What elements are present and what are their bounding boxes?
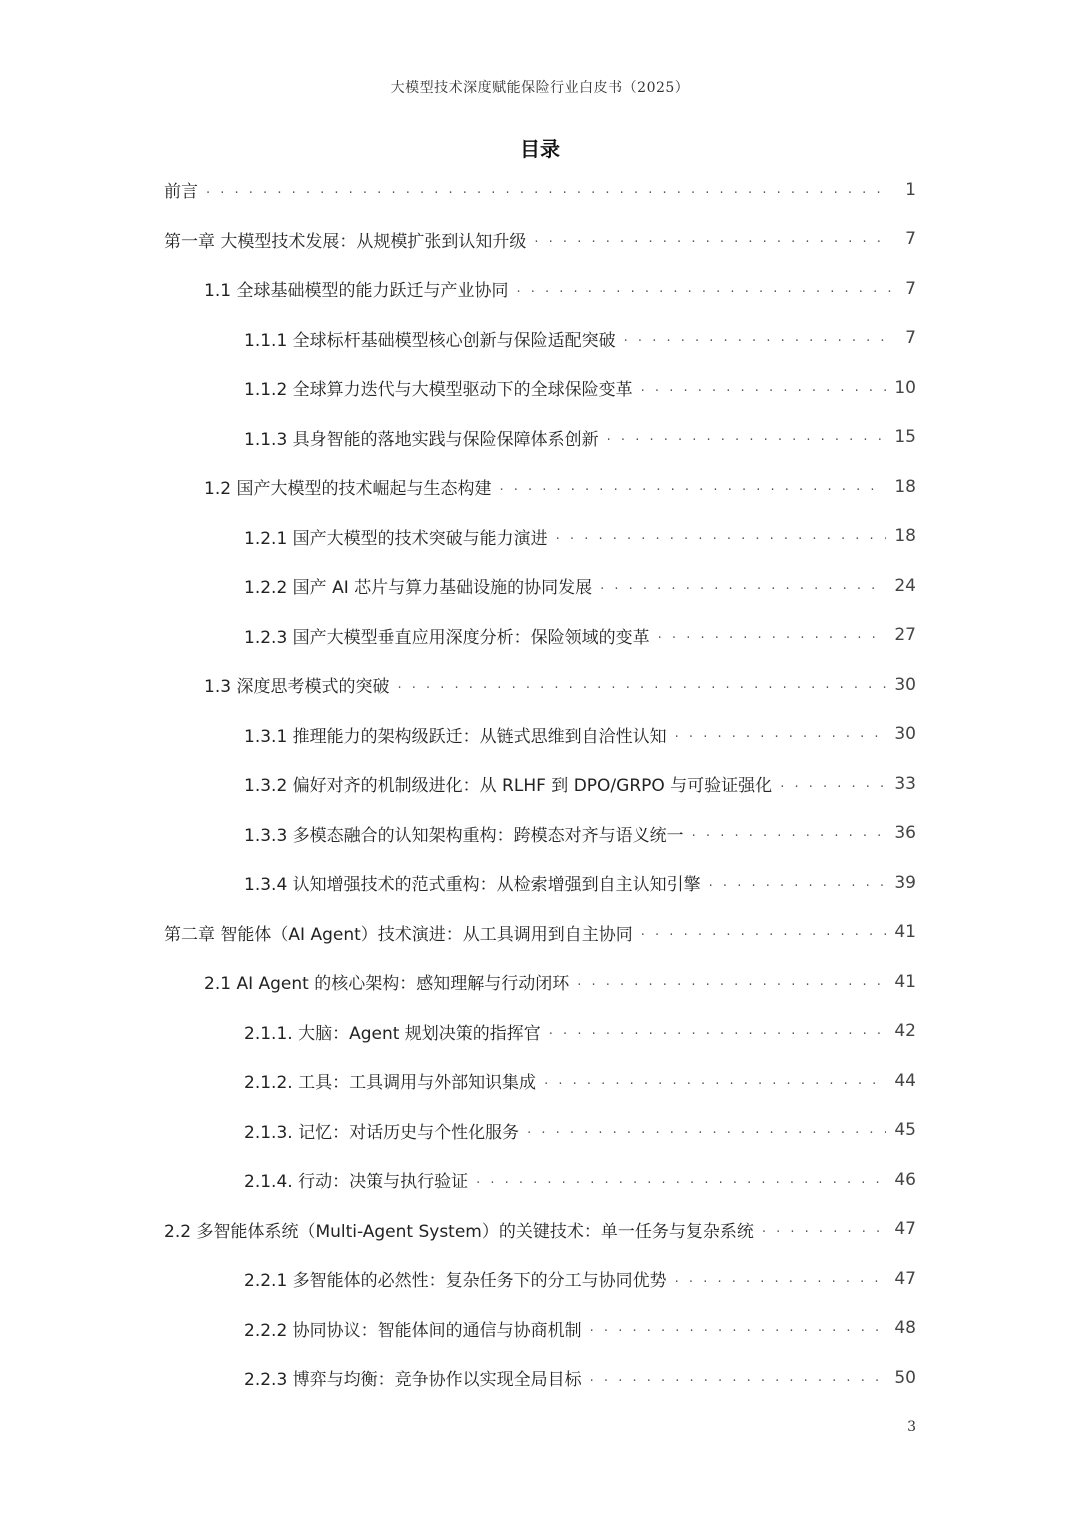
toc-entry-page-number: 7 (905, 229, 916, 249)
toc-entry-page-number: 41 (894, 922, 916, 942)
toc-entry-row (244, 423, 916, 451)
toc-entry-row (244, 720, 916, 748)
toc-entry-label: 1.3 深度思考模式的突破 (204, 677, 390, 697)
toc-entry-row (244, 869, 916, 897)
toc-entry-page-number: 39 (894, 872, 916, 893)
toc-entry[interactable] (0, 946, 1080, 996)
toc-dot-leader (709, 869, 887, 897)
toc-entry-page-number: 30 (894, 724, 916, 744)
toc-entry-page-number: 46 (894, 1169, 916, 1190)
toc-dot-leader (534, 225, 892, 253)
toc-entry-label: 2.2.2 协同协议：智能体间的通信与协商机制 (244, 1320, 582, 1341)
toc-entry-row (204, 968, 916, 996)
toc-entry[interactable] (0, 352, 1080, 402)
toc-dot-leader (590, 1314, 887, 1342)
toc-entry-row (244, 1166, 916, 1194)
toc-entry[interactable] (0, 1342, 1080, 1392)
toc-entry-label: 2.2.3 博弈与均衡：竞争协作以实现全局目标 (244, 1370, 582, 1390)
toc-dot-leader (544, 1067, 886, 1095)
toc-entry[interactable] (0, 1293, 1080, 1343)
toc-dot-leader (549, 1017, 887, 1045)
toc-entry[interactable] (0, 550, 1080, 600)
toc-entry[interactable] (0, 501, 1080, 551)
toc-entry-label: 1.3.2 偏好对齐的机制级进化：从 RLHF 到 DPO/GRPO 与可验证强化 (244, 776, 773, 796)
toc-dot-leader (516, 275, 892, 303)
toc-entry-row (244, 1265, 916, 1293)
toc-dot-leader (590, 1364, 887, 1392)
running-header: 大模型技术深度赋能保险行业白皮书（2025） (390, 80, 690, 96)
toc-entry-label: 2.1.2. 工具：工具调用与外部知识集成 (244, 1073, 537, 1093)
toc-dot-leader (641, 374, 887, 402)
toc-entry[interactable] (0, 253, 1080, 303)
toc-entry-label: 2.1.1. 大脑：Agent 规划决策的指挥官 (244, 1023, 541, 1044)
toc-entry[interactable] (0, 1045, 1080, 1095)
toc-entry[interactable] (0, 748, 1080, 798)
toc-entry-label: 2.1.3. 记忆：对话历史与个性化服务 (244, 1122, 520, 1143)
toc-entry-label: 1.2.3 国产大模型垂直应用深度分析：保险领域的变革 (244, 627, 650, 648)
toc-entry[interactable] (0, 847, 1080, 897)
toc-entry-page-number: 27 (894, 625, 916, 645)
toc-entry[interactable] (0, 897, 1080, 947)
toc-entry-row (244, 1364, 916, 1392)
toc-entry-page-number: 44 (894, 1070, 916, 1091)
toc-entry-label: 1.3.3 多模态融合的认知架构重构：跨模态对齐与语义统一 (244, 825, 684, 846)
toc-entry-row (244, 1116, 916, 1144)
toc-entry-page-number: 18 (894, 526, 916, 546)
toc-entry-row (204, 275, 916, 303)
toc-entry-row (244, 1017, 916, 1045)
toc-entry-label: 第二章 智能体（AI Agent）技术演进：从工具调用到自主协同 (164, 924, 633, 945)
toc-entry-label: 2.1 AI Agent 的核心架构：感知理解与行动闭环 (204, 974, 570, 994)
toc-dot-leader (780, 770, 886, 798)
toc-entry-page-number: 24 (894, 575, 916, 596)
toc-entry-label: 1.1 全球基础模型的能力跃迁与产业协同 (204, 281, 509, 301)
toc-entry-page-number: 33 (894, 773, 916, 794)
toc-entry-label: 1.2.1 国产大模型的技术突破与能力演进 (244, 528, 548, 549)
toc-entry-page-number: 48 (894, 1318, 916, 1338)
toc-dot-leader (600, 572, 886, 600)
toc-entry-label: 2.2 多智能体系统（Multi-Agent System）的关键技术：单一任务与复杂系统 (164, 1221, 754, 1242)
toc-entry-row (244, 324, 916, 352)
toc-entry-label: 1.3.4 认知增强技术的范式重构：从检索增强到自主认知引擎 (244, 875, 701, 895)
toc-entry[interactable] (0, 1144, 1080, 1194)
toc-entry[interactable] (0, 303, 1080, 353)
toc-entry-page-number: 50 (894, 1367, 916, 1388)
toc-entry[interactable] (0, 699, 1080, 749)
toc-entry[interactable] (0, 1194, 1080, 1244)
toc-entry-page-number: 41 (894, 971, 916, 992)
toc-title: 目录 (520, 137, 560, 161)
toc-entry-label: 1.1.3 具身智能的落地实践与保险保障体系创新 (244, 429, 599, 450)
toc-entry-row (244, 522, 916, 550)
toc-entry-label: 1.1.1 全球标杆基础模型核心创新与保险适配突破 (244, 330, 616, 351)
toc-entry[interactable] (0, 204, 1080, 254)
toc-entry[interactable] (0, 1095, 1080, 1145)
toc-dot-leader (206, 176, 892, 204)
toc-dot-leader (499, 473, 886, 501)
toc-entry-row (244, 621, 916, 649)
toc-dot-leader (397, 671, 886, 699)
toc-dot-leader (675, 1265, 887, 1293)
toc-entry-row (204, 671, 916, 699)
toc-entry[interactable] (0, 798, 1080, 848)
toc-entry-page-number: 10 (894, 377, 916, 398)
page-number: 3 (907, 1419, 916, 1435)
toc-entry[interactable] (0, 600, 1080, 650)
toc-entry-page-number: 7 (905, 328, 916, 348)
toc-dot-leader (762, 1215, 886, 1243)
toc-entry-page-number: 45 (894, 1120, 916, 1140)
toc-entry-row (164, 225, 916, 253)
toc-entry-page-number: 18 (894, 476, 916, 497)
toc-entry[interactable] (0, 402, 1080, 452)
toc-dot-leader (624, 324, 892, 352)
toc-entry-label: 第一章 大模型技术发展：从规模扩张到认知升级 (164, 231, 527, 252)
toc-dot-leader (577, 968, 886, 996)
toc-entry-label: 前言 (164, 182, 198, 202)
toc-dot-leader (476, 1166, 886, 1194)
toc-entry-page-number: 15 (894, 427, 916, 447)
toc-entry-row (244, 572, 916, 600)
toc-entry-label: 1.1.2 全球算力迭代与大模型驱动下的全球保险变革 (244, 380, 633, 400)
toc-entry-page-number: 47 (894, 1219, 916, 1239)
toc-dot-leader (675, 720, 887, 748)
toc-entry[interactable] (0, 649, 1080, 699)
toc-entry-page-number: 36 (894, 823, 916, 843)
toc-entry[interactable] (0, 154, 1080, 204)
toc-entry-label: 2.1.4. 行动：决策与执行验证 (244, 1172, 469, 1192)
toc-dot-leader (692, 819, 887, 847)
toc-entry-label: 2.2.1 多智能体的必然性：复杂任务下的分工与协同优势 (244, 1271, 667, 1291)
toc-dot-leader (641, 918, 887, 946)
toc-entry-page-number: 7 (905, 278, 916, 299)
toc-entry-row (164, 176, 916, 204)
toc-entry-row (244, 1067, 916, 1095)
toc-entry[interactable] (0, 1243, 1080, 1293)
toc-dot-leader (556, 522, 887, 550)
toc-entry-row (164, 918, 916, 946)
toc-entry-row (164, 1215, 916, 1243)
toc-dot-leader (527, 1116, 886, 1144)
toc-entry-row (244, 819, 916, 847)
toc-dot-leader (607, 423, 887, 451)
table-of-contents (0, 154, 1080, 1392)
toc-entry-page-number: 1 (905, 179, 916, 200)
toc-dot-leader (658, 621, 887, 649)
toc-entry-row (244, 374, 916, 402)
toc-entry-row (244, 1314, 916, 1342)
toc-entry-page-number: 47 (894, 1268, 916, 1289)
toc-entry-label: 1.3.1 推理能力的架构级跃迁：从链式思维到自洽性认知 (244, 726, 667, 747)
toc-entry-row (204, 473, 916, 501)
toc-entry-label: 1.2.2 国产 AI 芯片与算力基础设施的协同发展 (244, 578, 593, 598)
toc-entry-label: 1.2 国产大模型的技术崛起与生态构建 (204, 479, 492, 499)
toc-entry-row (244, 770, 916, 798)
toc-entry-page-number: 30 (894, 674, 916, 695)
toc-entry-page-number: 42 (894, 1021, 916, 1041)
toc-entry[interactable] (0, 451, 1080, 501)
toc-entry[interactable] (0, 996, 1080, 1046)
